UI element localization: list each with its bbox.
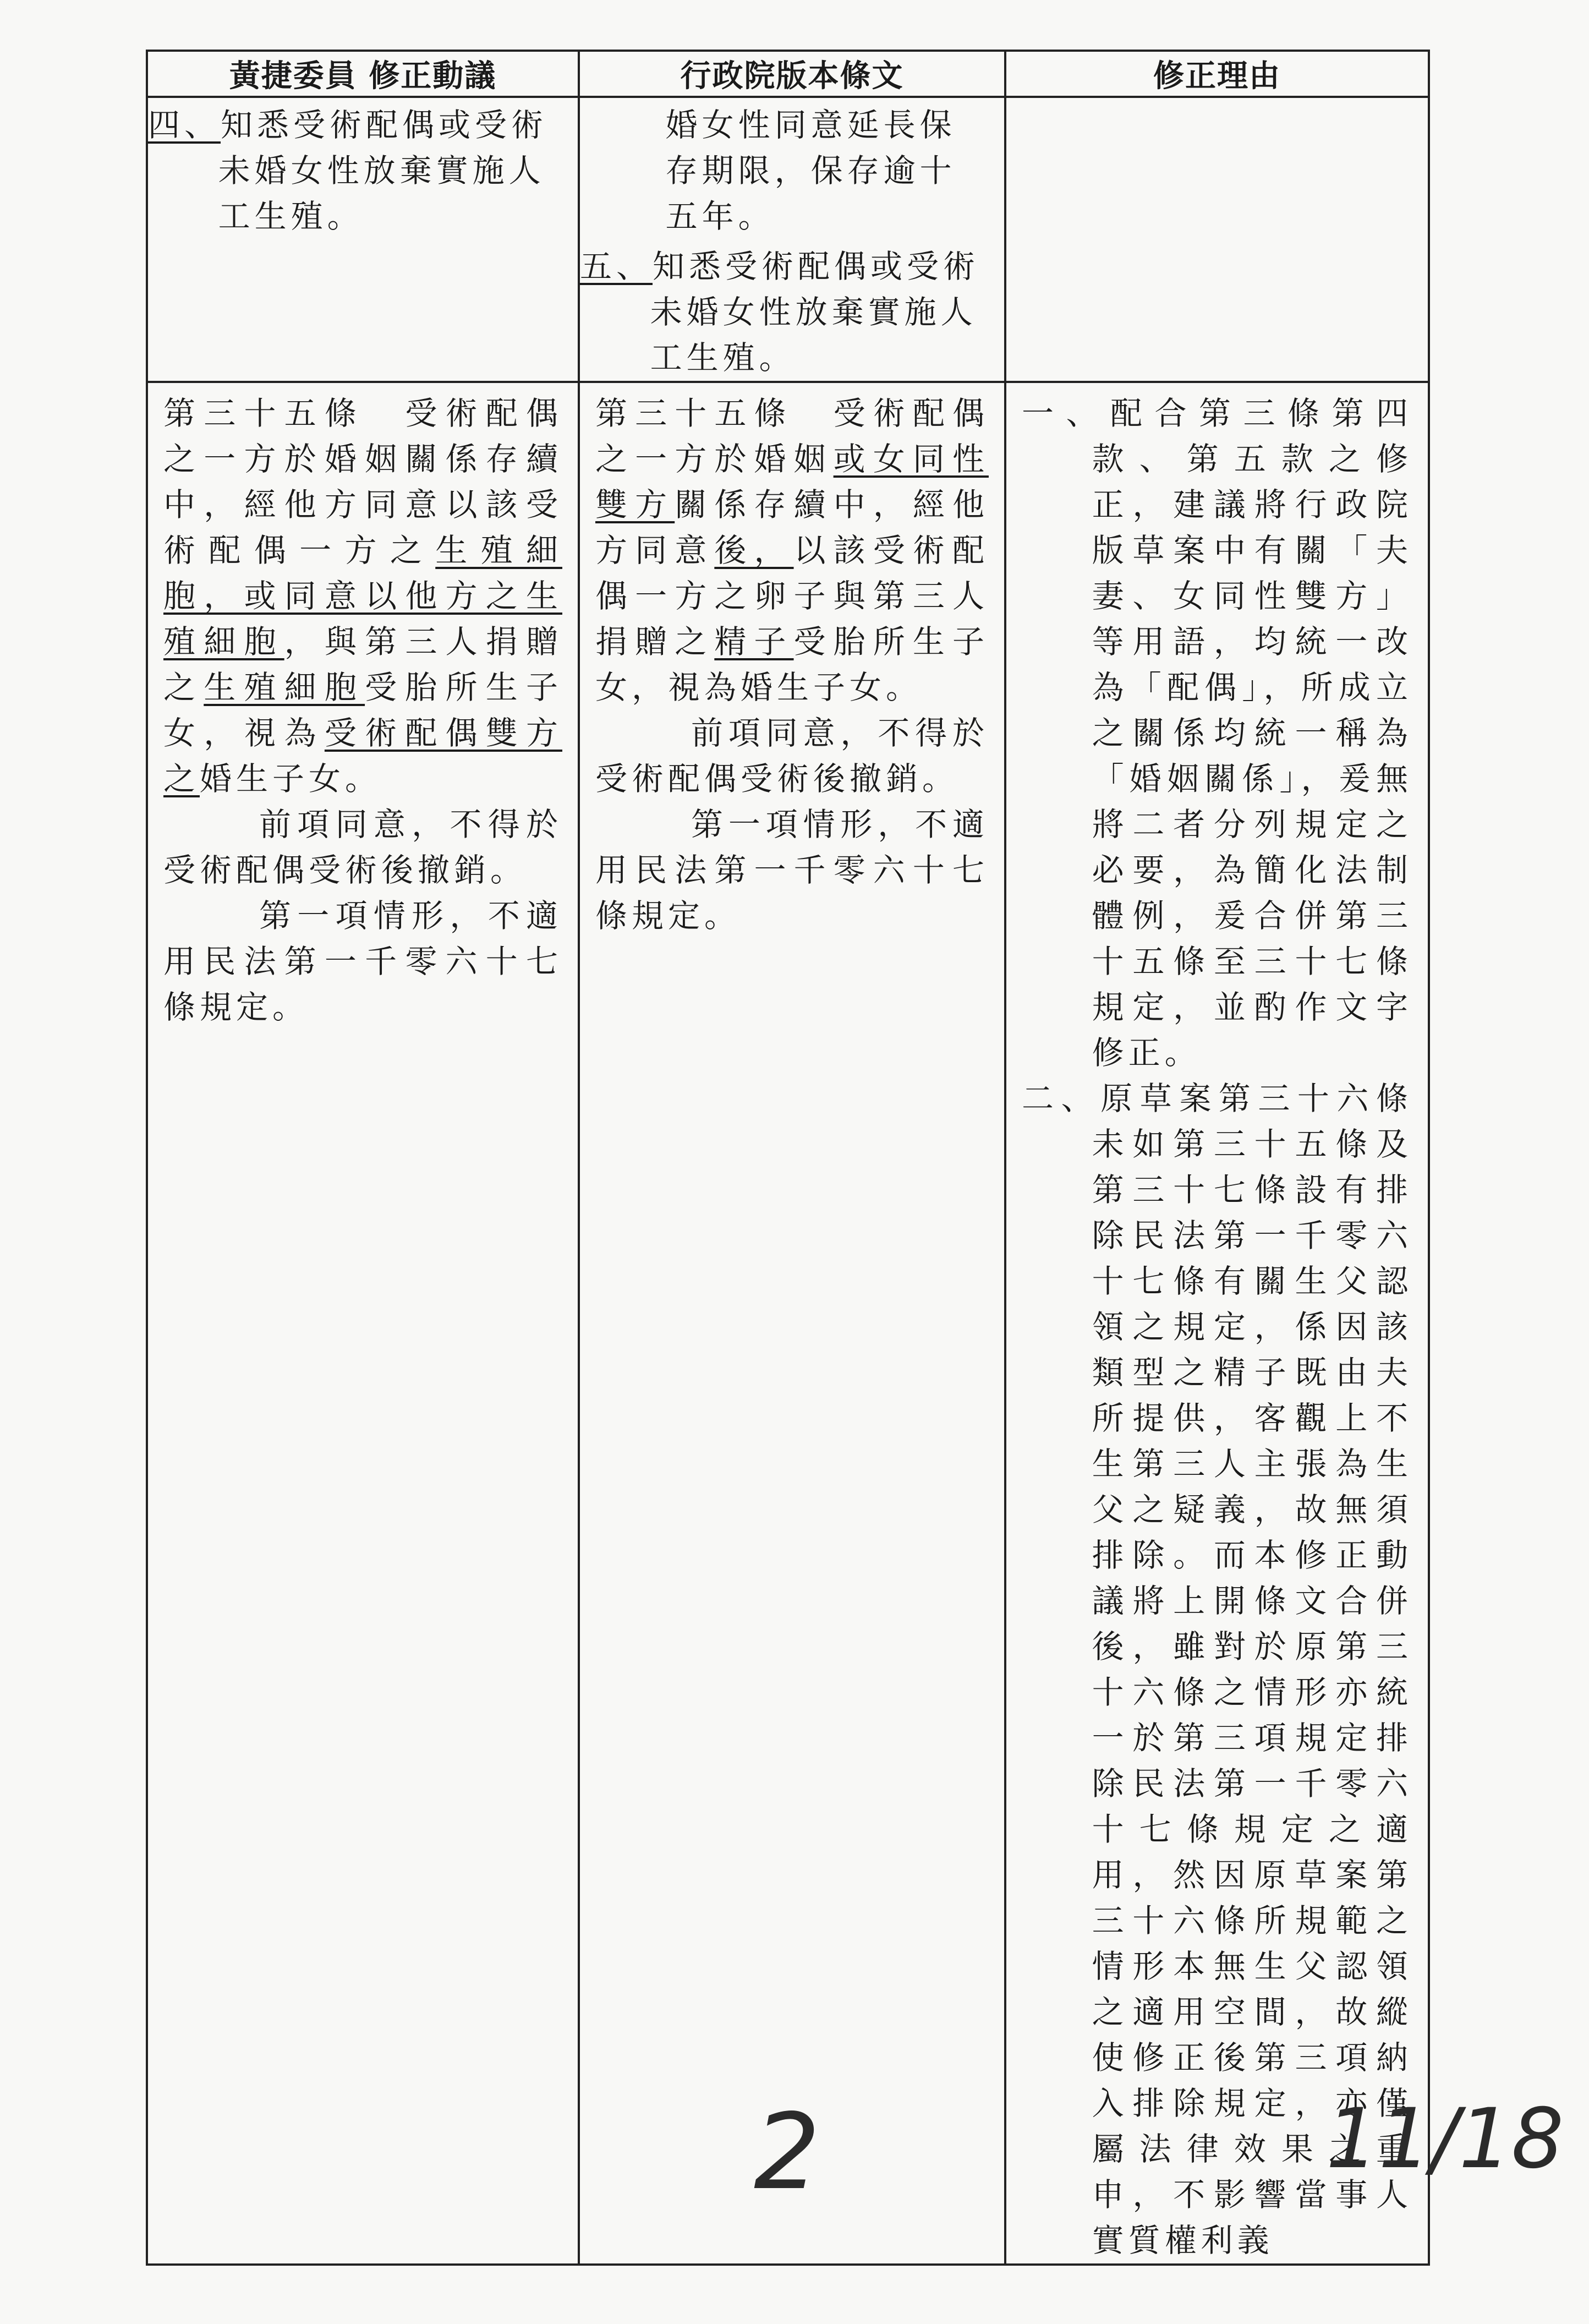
underlined-segment: 生殖細胞 bbox=[204, 669, 365, 706]
cell-reason-article35 bbox=[1005, 382, 1429, 2265]
underlined-segment: 或女同性雙方 bbox=[595, 440, 989, 523]
text-segment: 受胎所生子女，視為婚生子女。 bbox=[595, 623, 989, 706]
executive-continued-text: 婚女性同意延長保存期限，保存逾十五年。 bbox=[665, 106, 956, 235]
underlined-segment: 生殖細胞，或同意以他方之生殖細胞 bbox=[163, 532, 562, 660]
executive-article-35-para3: 第一項情形，不適用民法第一千零六十七條規定。 bbox=[595, 806, 989, 934]
cell-motion-item4 bbox=[147, 97, 579, 382]
item-label: 五、 bbox=[580, 248, 653, 285]
handwritten-page-fraction: 11/18 bbox=[1326, 2091, 1564, 2187]
header-reason: 修正理由 bbox=[1005, 51, 1429, 97]
text-segment: 受胎所生子女，視為 bbox=[163, 669, 562, 752]
cell-executive-item5 bbox=[579, 97, 1005, 382]
underlined-segment: 受術配偶雙方之 bbox=[163, 714, 562, 797]
cell-executive-article35 bbox=[579, 382, 1005, 2265]
item-text: 知悉受術配偶或受術未婚女性放棄實施人工生殖。 bbox=[650, 248, 980, 376]
executive-item-5 bbox=[580, 239, 1004, 381]
motion-item-4 bbox=[148, 98, 578, 239]
item-text: 知悉受術配偶或受術未婚女性放棄實施人工生殖。 bbox=[218, 106, 548, 235]
cell-reason-empty bbox=[1005, 97, 1429, 382]
table-row bbox=[147, 97, 1429, 382]
text-segment: ，與第三人捐贈之 bbox=[163, 623, 562, 706]
header-executive-version: 行政院版本條文 bbox=[579, 51, 1005, 97]
text-segment: 第三十五條 受術配偶之一方於婚姻關係存續中，經他方同意以該受術配偶一方之 bbox=[163, 395, 562, 569]
text-segment: 以該受術配偶一方之卵子與第三人捐贈之 bbox=[595, 532, 989, 660]
motion-article-35-para2: 前項同意，不得於受術配偶受術後撤銷。 bbox=[163, 806, 562, 889]
motion-article-35-para1 bbox=[148, 383, 578, 802]
executive-article-35-para1 bbox=[580, 383, 1004, 710]
header-motion: 黃捷委員 修正動議 bbox=[147, 51, 579, 97]
table-row bbox=[147, 382, 1429, 2265]
reason-point-1: 一、配合第三條第四款、第五款之修正，建議將行政院版草案中有關「夫妻、女同性雙方」等用語，均統一改為「配偶」，所成立之關係均統一稱為「婚姻關係」，爰無將二者分列規定之必要，為簡化法制體例，爰合併第三十五條至三十七條規定，並酌作文字修正。 bbox=[1022, 395, 1412, 1071]
handwritten-page-number: 2 bbox=[754, 2091, 820, 2213]
reason-point-2: 二、原草案第三十六條未如第三十五條及第三十七條設有排除民法第一千零六十七條有關生父認領之規定，係因該類型之精子既由夫所提供，客觀上不生第三人主張為生父之疑義，故無須排除。而本修正動議將上開條文合併後，雖對於原第三十六條之情形亦統一於第三項規定排除民法第一千零六十七條規定之適用，然因原草案第三十六條所規範之情形本無生父認領之適用空間，故縱使修正後第三項納入排除規定，亦僅屬法律效果之重申，不影響當事人實質權利義 bbox=[1022, 1080, 1412, 2259]
motion-article-35-para3: 第一項情形，不適用民法第一千零六十七條規定。 bbox=[163, 897, 562, 1026]
comparison-table bbox=[146, 50, 1430, 2266]
underlined-segment: 後， bbox=[714, 532, 794, 569]
text-segment: 第三十五條 受術配偶之一方於婚姻 bbox=[595, 395, 989, 478]
executive-article-35-para2: 前項同意，不得於受術配偶受術後撤銷。 bbox=[595, 714, 989, 797]
text-segment: 婚生子女。 bbox=[200, 760, 382, 797]
cell-motion-article35 bbox=[147, 382, 579, 2265]
item-label: 四、 bbox=[148, 106, 221, 144]
header-row bbox=[147, 51, 1429, 97]
underlined-segment: 精子 bbox=[714, 623, 794, 660]
text-segment: 關係存續中，經他方同意 bbox=[595, 486, 989, 569]
